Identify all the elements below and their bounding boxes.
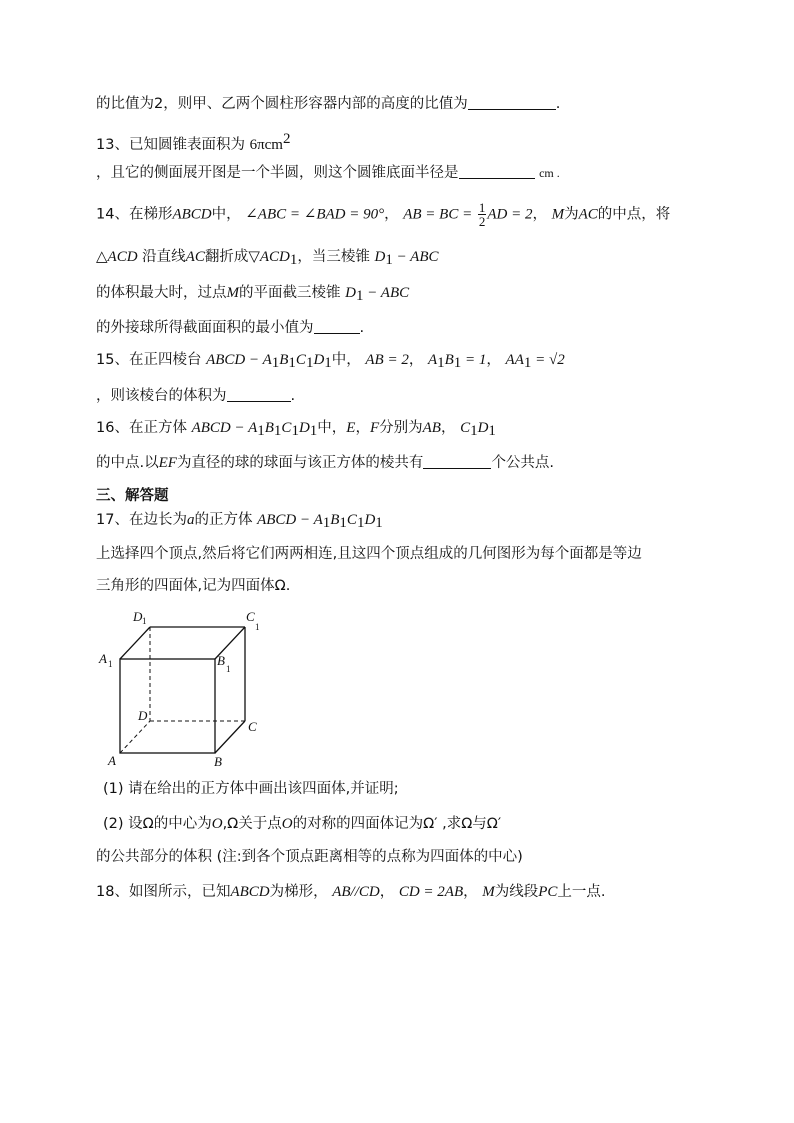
question-13-line2: ，且它的侧面展开图是一个半圆，则这个圆锥底面半径是 cm .: [96, 165, 560, 181]
label-d: D: [138, 708, 148, 723]
cube-front-face: [120, 659, 215, 753]
edge-a1-d1: [120, 627, 150, 659]
question-14-line3: 的体积最大时，过点M的平面截三棱锥 $D_1$ − ABC: [96, 285, 410, 304]
svg-text:1: 1: [226, 664, 231, 674]
edge-a-d: [120, 721, 150, 753]
question-18-line1: 18、如图所示，已知ABCD为梯形， AB//CD， CD = 2AB， M为线段PC上一点.: [96, 884, 606, 900]
question-17-line2: 上选择四个顶点,然后将它们两两相连,且这四个顶点组成的几何图形为每个面都是等边: [96, 546, 642, 562]
cube-edges: [120, 627, 245, 753]
question-17-part2-cont: 的公共部分的体积 (注:到各个顶点距离相等的点称为四面体的中心): [96, 849, 523, 865]
question-17-line1: 17、在边长为a的正方体 ABCD − $A_1B_1C_1D_1$: [96, 512, 383, 531]
question-14-line2: △ACD 沿直线AC翻折成$▽ACD_1$，当三棱锥 $D_1$ − ABC: [96, 249, 439, 268]
question-17-part2: (2) 设Ω的中心为O,Ω关于点O的对称的四面体记为Ω′ ,求Ω与Ω′: [103, 816, 502, 832]
fraction-one-half: $\frac{1}{2}$: [478, 200, 486, 229]
question-17-part1: (1) 请在给出的正方体中画出该四面体,并证明;: [103, 781, 399, 797]
edge-b-c: [215, 721, 245, 753]
question-13-line1: 13、已知圆锥表面积为 6πcm$^2$: [96, 131, 291, 153]
answer-blank: [459, 163, 535, 179]
label-c: C: [248, 719, 257, 734]
label-a: A: [108, 753, 116, 768]
svg-text:1: 1: [142, 616, 147, 626]
svg-text:1: 1: [255, 622, 260, 632]
question-15-line1: 15、在正四棱台 ABCD − $A_1B_1C_1D_1$中， AB = 2， $A_1B_1 = 1$， $AA_1 = √2$: [96, 352, 565, 371]
answer-blank: [314, 318, 360, 334]
question-16-line2: 的中点.以EF为直径的球的球面与该正方体的棱共有 个公共点.: [96, 455, 555, 471]
label-d1: D: [133, 609, 143, 624]
answer-blank: [423, 453, 491, 469]
answer-blank: [468, 94, 556, 110]
cube-vertex-labels: [98, 609, 260, 769]
label-c1: C: [246, 609, 255, 624]
question-14-line1: 14、在梯形ABCD中， ∠ABC = ∠BAD = 90°， AB = BC = $\frac{1}{2}$ AD = 2， M为AC的中点，将: [96, 200, 671, 229]
label-a1: A: [99, 651, 107, 666]
question-14-line4: 的外接球所得截面面积的最小值为 .: [96, 320, 365, 336]
answer-blank: [227, 386, 291, 402]
cube-diagram: [96, 603, 276, 773]
question-16-line1: 16、在正方体 ABCD − $A_1B_1C_1D_1$中，E，F分别为AB， $C_1D_1$: [96, 420, 496, 439]
cube-hidden-edges: [120, 627, 245, 753]
question-17-line3: 三角形的四面体,记为四面体Ω.: [96, 578, 291, 594]
label-b: B: [214, 754, 222, 769]
svg-text:1: 1: [108, 659, 113, 669]
question-15-line2: ，则该棱台的体积为 .: [96, 388, 296, 404]
section-heading: 三、解答题: [96, 488, 169, 504]
line-ratio: 的比值为2，则甲、乙两个圆柱形容器内部的高度的比值为 .: [96, 96, 561, 112]
label-b1: B: [217, 653, 225, 668]
